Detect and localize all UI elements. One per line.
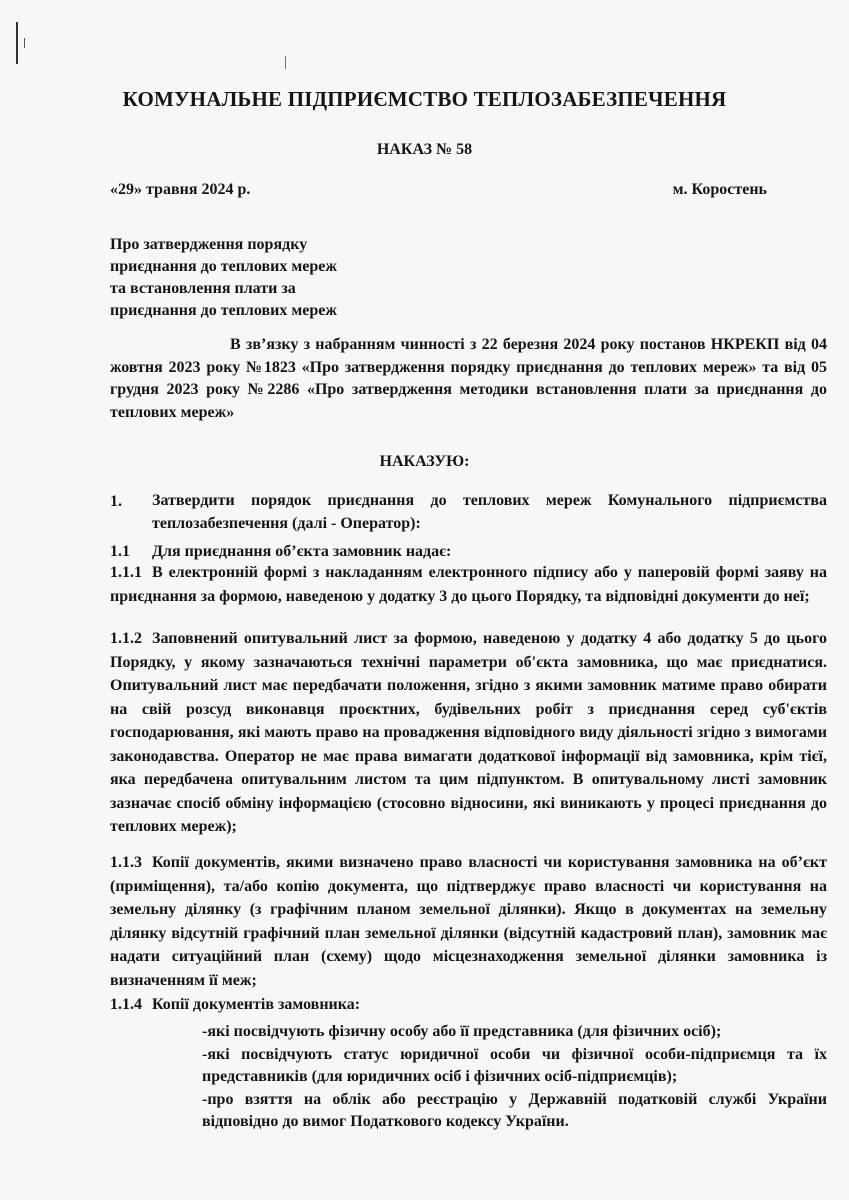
item-1-1-3 xyxy=(110,851,827,992)
item-1-1-text: Для приєднання об’єкта замовник надає: xyxy=(152,543,452,560)
item-number: 1.1.1 xyxy=(110,564,142,581)
order-city: м. Коростень xyxy=(672,181,767,198)
item-number: 1.1 xyxy=(110,543,130,560)
item-1-1-4-text: Копії документів замовника: xyxy=(152,996,361,1013)
item-number: 1.1.3 xyxy=(110,854,142,871)
organization-title: КОМУНАЛЬНЕ ПІДПРИЄМСТВО ТЕПЛОЗАБЕЗПЕЧЕННЯ xyxy=(122,87,727,111)
item-1-text: Затвердити порядок приєднання до теплових мереж Комунального підприємства теплозабезпечення (далі - Оператор): xyxy=(152,492,827,532)
item-1-1-3-text: Копії документів, якими визначено право власності чи користування замовника на об’єкт (приміщення), та/або копію документа, що підтверджує право власності чи користування на земельну ділянку (з графічним планом земельної ділянки). Якщо в документах на земельну ділянку відсутній графічний план земельної ділянки (відсутній кадастровий план), замовник має надати ситуаційний план (схему) щодо місцезнаходження земельної ділянки замовника із визначенням її меж; xyxy=(110,854,827,989)
item-number: 1.1.4 xyxy=(110,996,142,1013)
subject-line: приєднання до теплових мереж xyxy=(110,302,337,319)
preamble: В зв’язку з набранням чинності з 22 березня 2024 року постанов НКРЕКП від 04 жовтня 2023 року №1823 «Про затвердження порядку приєднання до теплових мереж» та від 05 грудня 2023 року №2286 «Про затвердження методики встановлення плати за приєднання до теплових мереж» xyxy=(110,336,827,421)
subject-line: та встановлення плати за xyxy=(110,280,296,297)
item-1-1-4 xyxy=(110,993,827,1017)
document-list xyxy=(202,1021,827,1134)
order-heading: НАКАЗУЮ: xyxy=(379,453,470,470)
order-subject xyxy=(110,234,410,322)
list-item: -які посвідчують фізичну особу або її представника (для фізичних осіб); xyxy=(202,1023,722,1040)
item-1-1-1 xyxy=(110,561,827,608)
item-1-1-1-text: В електронній формі з накладанням електронного підпису або у паперовій формі заяву на приєднання за формою, наведеною у додатку 3 до цього Порядку, та відповідні документи до неї; xyxy=(110,564,827,605)
list-item: -про взяття на облік або реєстрацію у Державній податковій службі України відповідно до вимог Податкового кодексу України. xyxy=(202,1090,827,1130)
item-number: 1. xyxy=(110,493,122,510)
subject-line: Про затвердження порядку xyxy=(110,236,308,253)
order-number: НАКАЗ № 58 xyxy=(376,141,473,158)
item-1-1-2 xyxy=(110,627,827,839)
order-date: «29» травня 2024 р. xyxy=(110,181,251,198)
item-number: 1.1.2 xyxy=(110,630,142,647)
list-item: -які посвідчують статус юридичної особи чи фізичної особи-підприємця та їх представників (для юридичних осіб і фізичних осіб-підприємців); xyxy=(202,1045,827,1085)
subject-line: приєднання до теплових мереж xyxy=(110,258,337,275)
item-1-1-2-text: Заповнений опитувальний лист за формою, наведеною у додатку 4 або додатку 5 до цього Порядку, у якому зазначаються технічні параметри об'єкта замовника, що має приєднатися. Опитувальний лист має передбачати положення, згідно з якими замовник матиме право обирати на свій розсуд виконавця проєктних, будівельних робіт з приєднання серед суб'єктів господарювання, які мають право на провадження відповідного виду діяльності згідно з вимогами законодавства. Оператор не має права вимагати додаткової інформації від замовника, крім тієї, яка передбачена опитувальним листом та цим підпунктом. В опитувальному листі замовник зазначає спосіб обміну інформацією (стосовно відносини, які виникають у процесі приєднання до теплових мереж); xyxy=(110,630,827,835)
